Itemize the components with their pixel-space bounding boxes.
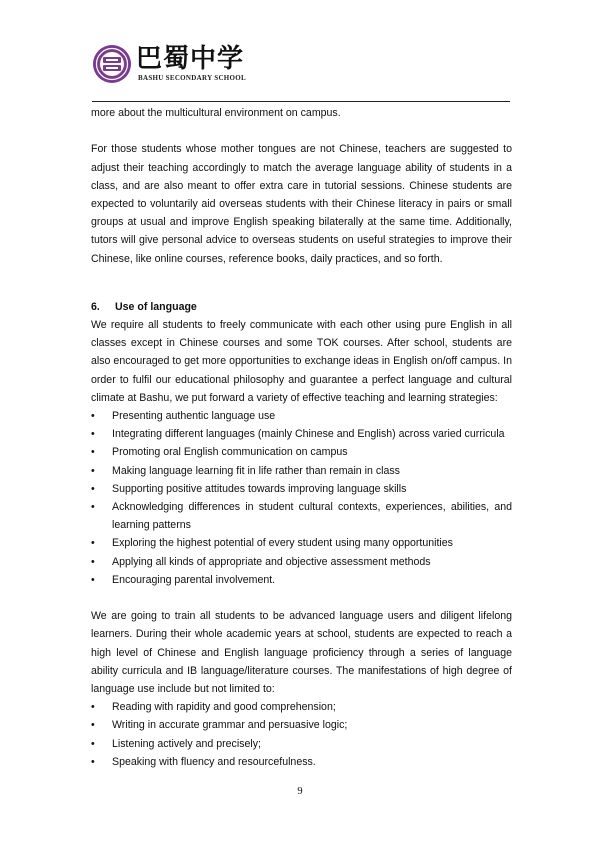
bullet-icon: • [91,410,95,423]
list-item [91,698,512,716]
logo-chinese-name: 巴蜀中学 [136,44,245,74]
list-item [91,735,512,753]
section-title: Use of language [115,300,197,313]
list-item-text: Encouraging parental involvement. [112,573,276,586]
bullet-icon: • [91,446,95,459]
intro-continuation: more about the multicultural environment on campus. [91,107,341,119]
strategies-list [91,407,512,589]
bullet-icon: • [91,719,95,732]
document-body [91,104,512,771]
logo-english-name: BASHU SECONDARY SCHOOL [138,74,247,82]
section-heading [91,298,512,316]
page-number: 9 [297,786,303,797]
list-item [91,553,512,571]
list-item-text: Reading with rapidity and good comprehension; [112,701,336,714]
bullet-icon: • [91,755,95,768]
bullet-icon: • [91,428,95,441]
section-number: 6. [91,300,100,313]
paragraph-use-of-language: We require all students to freely communicate with each other using pure English in all classes except in Chinese courses and some TOK courses. After school, students are also encouraged to get more opportunities to exchange ideas in English on/off campus. In order to fulfil our educational philosophy and guarantee a perfect language and cultural climate at Bashu, we put forward a variety of effective teaching and learning strategies: [91,319,512,404]
school-seal-icon [92,44,132,84]
manifestations-list [91,698,512,771]
bullet-icon: • [91,464,95,477]
list-item [91,753,512,771]
list-item-text: Applying all kinds of appropriate and objective assessment methods [112,555,431,568]
bullet-icon: • [91,737,95,750]
list-item [91,480,512,498]
list-item [91,571,512,589]
bullet-icon: • [91,555,95,568]
bullet-icon: • [91,537,95,550]
list-item [91,498,512,534]
bullet-icon: • [91,501,95,514]
list-item-text: Supporting positive attitudes towards improving language skills [112,482,407,495]
list-item-text: Integrating different languages (mainly Chinese and English) across varied curricula [112,428,505,441]
list-item [91,462,512,480]
school-logo [92,44,332,90]
list-item [91,716,512,734]
list-item-text: Promoting oral English communication on campus [112,446,348,459]
paragraph-mother-tongue: For those students whose mother tongues are not Chinese, teachers are suggested to adjust their teaching accordingly to match the average language ability of students in a class, and are also meant to offer extra care in tutorial sessions. Chinese students are expected to voluntarily aid overseas students with their Chinese literacy in pairs or small groups at usual and improve English speaking bilaterally at the same time. Additionally, tutors will give personal advice to overseas students on useful strategies to improve their Chinese, like online courses, reference books, daily practices, and so forth. [91,143,512,265]
header-divider [92,101,510,102]
bullet-icon: • [91,482,95,495]
list-item [91,407,512,425]
list-item-text: Presenting authentic language use [112,410,276,423]
list-item-text: Speaking with fluency and resourcefulness. [112,755,316,768]
paragraph-training: We are going to train all students to be advanced language users and diligent lifelong learners. During their whole academic years at school, students are expected to reach a high level of Chinese and English language proficiency through a series of language ability curricula and IB language/literature courses. The manifestations of high degree of language use include but not limited to: [91,610,512,696]
bullet-icon: • [91,701,95,714]
list-item-text: Writing in accurate grammar and persuasive logic; [112,719,348,732]
list-item-text: Making language learning fit in life rather than remain in class [112,464,400,477]
bullet-icon: • [91,573,95,586]
list-item [91,534,512,552]
list-item-text: Listening actively and precisely; [112,737,261,750]
list-item-text: Exploring the highest potential of every student using many opportunities [112,537,453,550]
list-item-text: Acknowledging differences in student cultural contexts, experiences, abilities, and learning patterns [112,501,512,532]
list-item [91,425,512,443]
list-item [91,443,512,461]
